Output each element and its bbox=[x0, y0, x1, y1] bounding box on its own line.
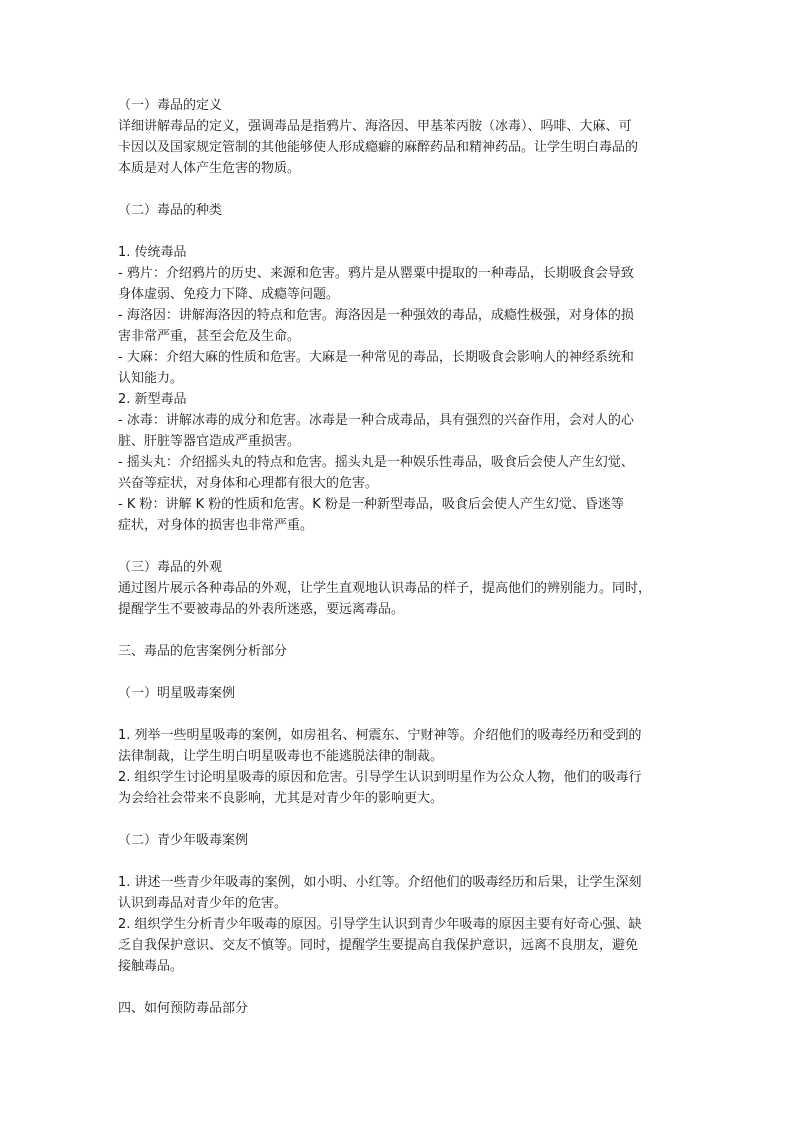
list-item-line: 害非常严重，甚至会危及生命。 bbox=[118, 329, 301, 344]
list-item-line: 认知能力。 bbox=[118, 371, 184, 386]
list-item-line: 乏自我保护意识、交友不慎等。同时，提醒学生要提高自我保护意识，远离不良朋友，避免 bbox=[118, 938, 639, 953]
list-item-line: - 海洛因：讲解海洛因的特点和危害。海洛因是一种强效的毒品，成瘾性极强，对身体的损 bbox=[118, 308, 634, 323]
list-item-line: 症状，对身体的损害也非常严重。 bbox=[118, 518, 314, 533]
paragraph-line: 提醒学生不要被毒品的外表所迷惑，要远离毒品。 bbox=[118, 602, 405, 617]
list-item-line: - K 粉：讲解 K 粉的性质和危害。K 粉是一种新型毒品，吸食后会使人产生幻觉、昏迷等 bbox=[118, 497, 624, 512]
paragraph-spacer bbox=[118, 851, 688, 872]
paragraph-spacer bbox=[118, 179, 688, 200]
list-item-line: 为会给社会带来不良影响，尤其是对青少年的影响更大。 bbox=[118, 791, 444, 806]
paragraph-spacer bbox=[118, 620, 688, 641]
list-item-line: 兴奋等症状，对身体和心理都有很大的危害。 bbox=[118, 476, 379, 491]
paragraph-spacer bbox=[118, 662, 688, 683]
paragraph-line: 本质是对人体产生危害的物质。 bbox=[118, 161, 301, 176]
subheading-traditional-drugs: 1. 传统毒品 bbox=[118, 245, 187, 260]
list-item-line: 认识到毒品对青少年的危害。 bbox=[118, 896, 288, 911]
list-item-line: 法律制裁，让学生明白明星吸毒也不能逃脱法律的制裁。 bbox=[118, 749, 444, 764]
list-item-line: 身体虚弱、免疫力下降、成瘾等问题。 bbox=[118, 287, 340, 302]
list-item-line: - 鸦片：介绍鸦片的历史、来源和危害。鸦片是从罂粟中提取的一种毒品，长期吸食会导致 bbox=[118, 266, 634, 281]
list-item-line: 1. 讲述一些青少年吸毒的案例，如小明、小红等。介绍他们的吸毒经历和后果，让学生深刻 bbox=[118, 875, 642, 890]
list-item-line: 脏、肝脏等器官造成严重损害。 bbox=[118, 434, 301, 449]
paragraph-line: 通过图片展示各种毒品的外观，让学生直观地认识毒品的样子，提高他们的辨别能力。同时， bbox=[118, 581, 652, 596]
list-item-line: - 大麻：介绍大麻的性质和危害。大麻是一种常见的毒品，长期吸食会影响人的神经系统和 bbox=[118, 350, 634, 365]
list-item-line: 1. 列举一些明星吸毒的案例，如房祖名、柯震东、宁财神等。介绍他们的吸毒经历和受到的 bbox=[118, 728, 642, 743]
paragraph-spacer bbox=[118, 809, 688, 830]
paragraph-spacer bbox=[118, 704, 688, 725]
paragraph-line: 卡因以及国家规定管制的其他能够使人形成瘾癖的麻醉药品和精神药品。让学生明白毒品的 bbox=[118, 140, 639, 155]
section-heading-definition: （一）毒品的定义 bbox=[118, 98, 223, 113]
paragraph-line: 详细讲解毒品的定义，强调毒品是指鸦片、海洛因、甲基苯丙胺（冰毒）、吗啡、大麻、可 bbox=[118, 119, 632, 134]
paragraph-spacer bbox=[118, 221, 688, 242]
section-heading-types: （二）毒品的种类 bbox=[118, 203, 223, 218]
section-heading-celebrity-cases: （一）明星吸毒案例 bbox=[118, 686, 236, 701]
subheading-new-drugs: 2. 新型毒品 bbox=[118, 392, 187, 407]
list-item-line: 2. 组织学生分析青少年吸毒的原因。引导学生认识到青少年吸毒的原因主要有好奇心强、缺 bbox=[118, 917, 642, 932]
document-page bbox=[118, 95, 688, 1019]
list-item-line: 2. 组织学生讨论明星吸毒的原因和危害。引导学生认识到明星作为公众人物，他们的吸毒行 bbox=[118, 770, 642, 785]
part-heading-case-analysis: 三、毒品的危害案例分析部分 bbox=[118, 644, 288, 659]
list-item-line: 接触毒品。 bbox=[118, 959, 184, 974]
section-heading-youth-cases: （二）青少年吸毒案例 bbox=[118, 833, 249, 848]
section-heading-appearance: （三）毒品的外观 bbox=[118, 560, 223, 575]
part-heading-prevention: 四、如何预防毒品部分 bbox=[118, 1001, 249, 1016]
paragraph-spacer bbox=[118, 977, 688, 998]
paragraph-spacer bbox=[118, 536, 688, 557]
list-item-line: - 摇头丸：介绍摇头丸的特点和危害。摇头丸是一种娱乐性毒品，吸食后会使人产生幻觉、 bbox=[118, 455, 634, 470]
list-item-line: - 冰毒：讲解冰毒的成分和危害。冰毒是一种合成毒品，具有强烈的兴奋作用，会对人的心 bbox=[118, 413, 634, 428]
